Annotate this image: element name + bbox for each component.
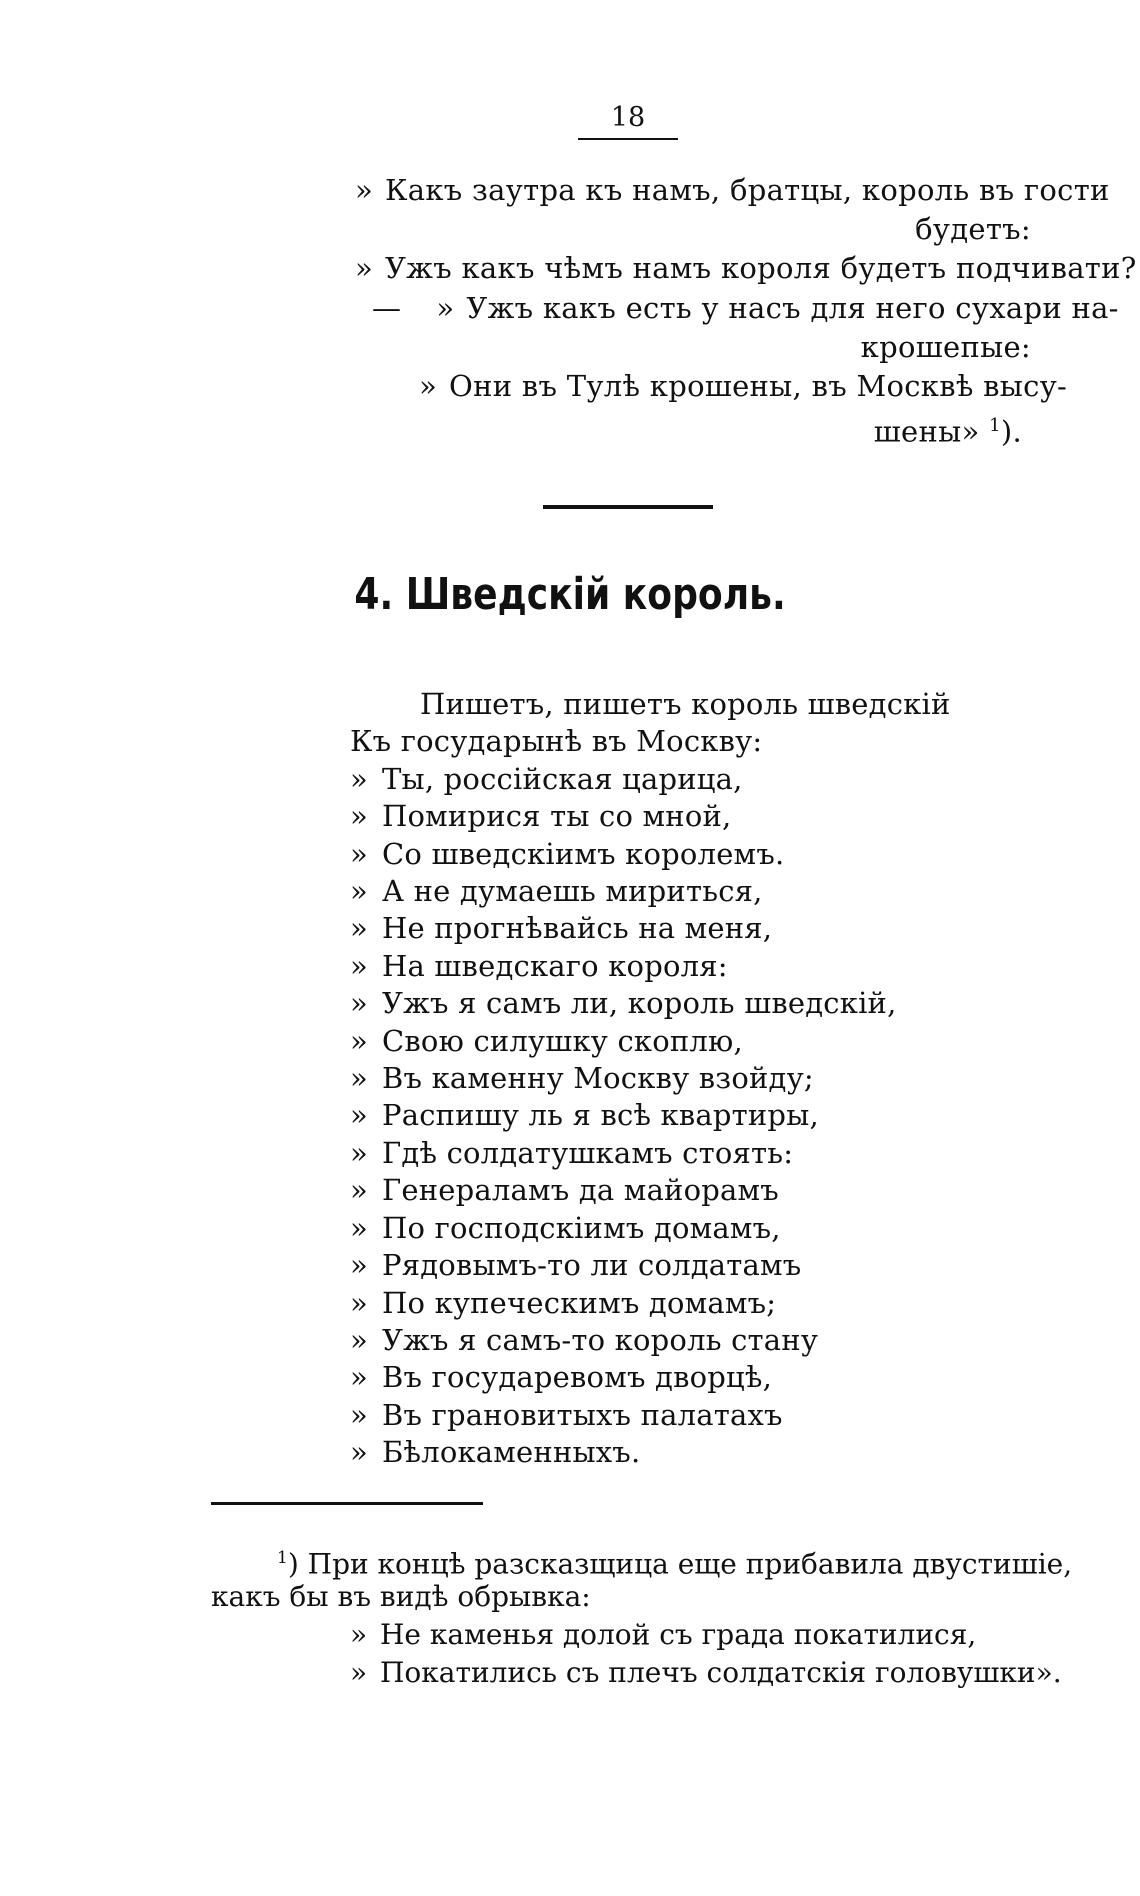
footnote-line: какъ бы въ видѣ обрывка:: [211, 1580, 591, 1613]
poem-line: будетъ:: [915, 212, 1031, 246]
song-text: [350, 686, 950, 1472]
quote-mark: »: [350, 1210, 368, 1245]
song-line: » Не прогнѣвайсь на меня,: [350, 910, 950, 947]
footnote-ref: 1: [989, 415, 1001, 436]
quote-mark: »: [350, 836, 368, 871]
song-line: » Помирися ты со мной,: [350, 798, 950, 835]
song-line: » А не думаешь мириться,: [350, 873, 950, 910]
footnote-marker: 1: [277, 1548, 288, 1568]
song-line: » Въ каменну Москву взойду;: [350, 1060, 950, 1097]
quote-mark: »: [419, 369, 438, 403]
song-line: » На шведскаго короля:: [350, 948, 950, 985]
footnote-line: $^1$) При концѣ разсказщица еще прибавила двустишіе,: [277, 1547, 1073, 1581]
quote-mark: »: [350, 1618, 368, 1651]
song-line: Пишетъ, пишетъ король шведскій: [420, 687, 951, 721]
song-line: » По купеческимъ домамъ;: [350, 1285, 950, 1322]
quote-mark: »: [350, 1173, 368, 1208]
footnote-rule: [211, 1502, 483, 1505]
poem-line: » Они въ Тулѣ крошены, въ Москвѣ высу-: [419, 369, 1068, 403]
quote-mark: »: [355, 251, 374, 285]
quote-mark: »: [350, 1360, 368, 1395]
quote-mark: »: [961, 414, 980, 449]
quote-mark: »: [350, 1435, 368, 1470]
song-line: » Бѣлокаменныхъ.: [350, 1434, 950, 1471]
quote-mark: »: [350, 911, 368, 946]
song-line: » Ужъ я самъ-то король стану: [350, 1322, 950, 1359]
quote-mark: »: [355, 173, 374, 207]
quote-mark: »: [350, 761, 368, 796]
dash: —: [372, 291, 402, 325]
poem-line: крошепые:: [860, 330, 1031, 364]
song-line: » Въ государевомъ дворцѣ,: [350, 1359, 950, 1396]
song-line: » Въ грановитыхъ палатахъ: [350, 1397, 950, 1434]
song-line: Къ государынѣ въ Москву:: [350, 724, 763, 759]
song-line: » Свою силушку скоплю,: [350, 1023, 950, 1060]
quote-mark: »: [350, 986, 368, 1021]
quote-mark: »: [350, 1135, 368, 1170]
quote-mark: »: [350, 948, 368, 983]
song-line: » Рядовымъ-то ли солдатамъ: [350, 1247, 950, 1284]
poem-line: » Ужъ какъ чѣмъ намъ короля будетъ подчивати?: [355, 251, 1137, 285]
page-number: 18: [578, 100, 678, 140]
poem-line: — » Ужъ какъ есть у насъ для него сухари на-: [372, 291, 1119, 325]
poem-line: шены» $^1$).: [873, 414, 1022, 449]
footnote-verse: » Не каменья долой съ града покатилися,: [350, 1618, 977, 1651]
song-line: » По господскіимъ домамъ,: [350, 1210, 950, 1247]
quote-mark: »: [350, 1656, 368, 1689]
song-line: » Генераламъ да майорамъ: [350, 1172, 950, 1209]
song-line: » Ужъ я самъ ли, король шведскій,: [350, 985, 950, 1022]
quote-mark: »: [350, 1397, 368, 1432]
song-line: » Со шведскіимъ королемъ.: [350, 836, 950, 873]
poem-line: » Какъ заутра къ намъ, братцы, король въ гости: [355, 173, 1110, 207]
quote-mark: »: [350, 799, 368, 834]
section-rule: [543, 505, 713, 509]
quote-mark: »: [350, 1248, 368, 1283]
footnote-verse: » Покатились съ плечъ солдатскія головушки».: [350, 1656, 1062, 1689]
song-line: » Распишу ль я всѣ квартиры,: [350, 1097, 950, 1134]
section-heading: 4. Шведскій король.: [354, 569, 786, 620]
song-line: » Гдѣ солдатушкамъ стоять:: [350, 1135, 950, 1172]
quote-mark: »: [350, 874, 368, 909]
quote-mark: »: [350, 1285, 368, 1320]
song-line: » Ты, россійская царица,: [350, 761, 950, 798]
quote-mark: »: [350, 1023, 368, 1058]
quote-mark: »: [350, 1061, 368, 1096]
quote-mark: »: [436, 291, 455, 325]
quote-mark: »: [350, 1322, 368, 1357]
quote-mark: »: [350, 1098, 368, 1133]
